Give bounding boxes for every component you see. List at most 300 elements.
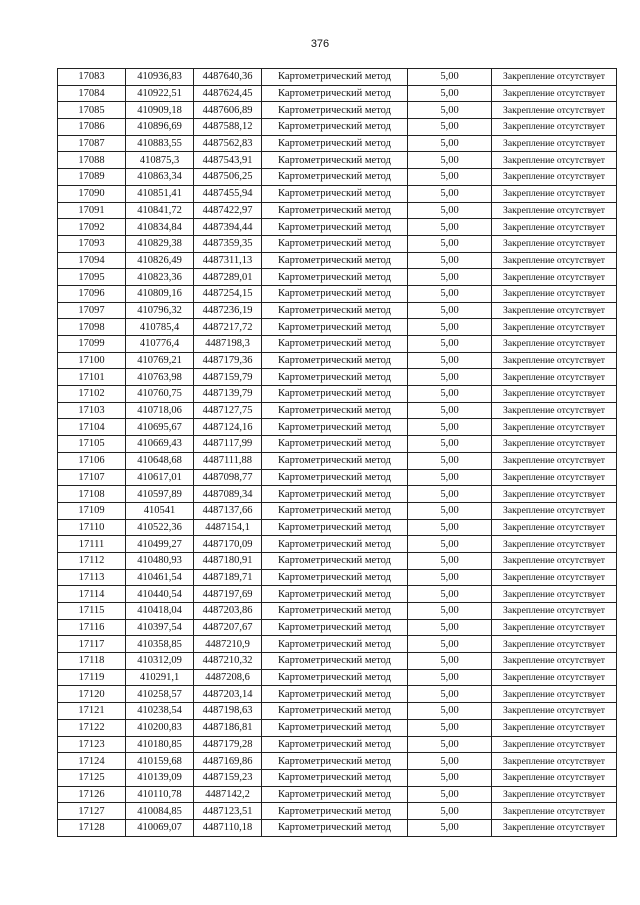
y-coordinate-cell: 4487137,66 — [194, 502, 262, 519]
x-coordinate-cell: 410397,54 — [126, 619, 194, 636]
fixation-status-cell: Закрепление отсутствует — [492, 336, 617, 353]
method-cell: Картометрический метод — [262, 219, 408, 236]
accuracy-cell: 5,00 — [408, 486, 492, 503]
fixation-status-cell: Закрепление отсутствует — [492, 703, 617, 720]
method-cell: Картометрический метод — [262, 302, 408, 319]
point-number-cell: 17100 — [58, 352, 126, 369]
fixation-status-cell: Закрепление отсутствует — [492, 252, 617, 269]
fixation-status-cell: Закрепление отсутствует — [492, 619, 617, 636]
accuracy-cell: 5,00 — [408, 703, 492, 720]
y-coordinate-cell: 4487208,6 — [194, 669, 262, 686]
accuracy-cell: 5,00 — [408, 119, 492, 136]
x-coordinate-cell: 410763,98 — [126, 369, 194, 386]
table-row — [58, 636, 617, 653]
y-coordinate-cell: 4487562,83 — [194, 135, 262, 152]
x-coordinate-cell: 410922,51 — [126, 85, 194, 102]
accuracy-cell: 5,00 — [408, 369, 492, 386]
point-number-cell: 17090 — [58, 185, 126, 202]
table-row — [58, 319, 617, 336]
point-number-cell: 17117 — [58, 636, 126, 653]
table-row — [58, 285, 617, 302]
point-number-cell: 17101 — [58, 369, 126, 386]
x-coordinate-cell: 410159,68 — [126, 753, 194, 770]
accuracy-cell: 5,00 — [408, 402, 492, 419]
table-row — [58, 386, 617, 403]
table-row — [58, 819, 617, 836]
method-cell: Картометрический метод — [262, 252, 408, 269]
x-coordinate-cell: 410139,09 — [126, 769, 194, 786]
point-number-cell: 17110 — [58, 519, 126, 536]
accuracy-cell: 5,00 — [408, 786, 492, 803]
x-coordinate-cell: 410834,84 — [126, 219, 194, 236]
point-number-cell: 17111 — [58, 536, 126, 553]
fixation-status-cell: Закрепление отсутствует — [492, 486, 617, 503]
method-cell: Картометрический метод — [262, 436, 408, 453]
method-cell: Картометрический метод — [262, 235, 408, 252]
y-coordinate-cell: 4487543,91 — [194, 152, 262, 169]
accuracy-cell: 5,00 — [408, 736, 492, 753]
method-cell: Картометрический метод — [262, 769, 408, 786]
point-number-cell: 17120 — [58, 686, 126, 703]
fixation-status-cell: Закрепление отсутствует — [492, 636, 617, 653]
table-row — [58, 102, 617, 119]
point-number-cell: 17096 — [58, 285, 126, 302]
table-row — [58, 736, 617, 753]
accuracy-cell: 5,00 — [408, 603, 492, 620]
x-coordinate-cell: 410695,67 — [126, 419, 194, 436]
y-coordinate-cell: 4487359,35 — [194, 235, 262, 252]
y-coordinate-cell: 4487455,94 — [194, 185, 262, 202]
table-row — [58, 352, 617, 369]
accuracy-cell: 5,00 — [408, 719, 492, 736]
x-coordinate-cell: 410823,36 — [126, 269, 194, 286]
accuracy-cell: 5,00 — [408, 319, 492, 336]
accuracy-cell: 5,00 — [408, 169, 492, 186]
table-row — [58, 769, 617, 786]
point-number-cell: 17125 — [58, 769, 126, 786]
y-coordinate-cell: 4487203,86 — [194, 603, 262, 620]
x-coordinate-cell: 410863,34 — [126, 169, 194, 186]
table-row — [58, 502, 617, 519]
method-cell: Картометрический метод — [262, 619, 408, 636]
table-row — [58, 336, 617, 353]
point-number-cell: 17089 — [58, 169, 126, 186]
fixation-status-cell: Закрепление отсутствует — [492, 169, 617, 186]
point-number-cell: 17108 — [58, 486, 126, 503]
point-number-cell: 17095 — [58, 269, 126, 286]
method-cell: Картометрический метод — [262, 269, 408, 286]
x-coordinate-cell: 410069,07 — [126, 819, 194, 836]
fixation-status-cell: Закрепление отсутствует — [492, 436, 617, 453]
point-number-cell: 17104 — [58, 419, 126, 436]
point-number-cell: 17083 — [58, 69, 126, 86]
point-number-cell: 17127 — [58, 803, 126, 820]
y-coordinate-cell: 4487236,19 — [194, 302, 262, 319]
method-cell: Картометрический метод — [262, 653, 408, 670]
table-row — [58, 552, 617, 569]
accuracy-cell: 5,00 — [408, 336, 492, 353]
fixation-status-cell: Закрепление отсутствует — [492, 419, 617, 436]
y-coordinate-cell: 4487098,77 — [194, 469, 262, 486]
fixation-status-cell: Закрепление отсутствует — [492, 769, 617, 786]
y-coordinate-cell: 4487110,18 — [194, 819, 262, 836]
x-coordinate-cell: 410785,4 — [126, 319, 194, 336]
y-coordinate-cell: 4487289,01 — [194, 269, 262, 286]
accuracy-cell: 5,00 — [408, 819, 492, 836]
point-number-cell: 17109 — [58, 502, 126, 519]
accuracy-cell: 5,00 — [408, 569, 492, 586]
point-number-cell: 17106 — [58, 452, 126, 469]
table-row — [58, 302, 617, 319]
accuracy-cell: 5,00 — [408, 252, 492, 269]
method-cell: Картометрический метод — [262, 519, 408, 536]
table-row — [58, 419, 617, 436]
method-cell: Картометрический метод — [262, 69, 408, 86]
accuracy-cell: 5,00 — [408, 619, 492, 636]
method-cell: Картометрический метод — [262, 202, 408, 219]
method-cell: Картометрический метод — [262, 169, 408, 186]
y-coordinate-cell: 4487159,23 — [194, 769, 262, 786]
y-coordinate-cell: 4487217,72 — [194, 319, 262, 336]
table-row — [58, 519, 617, 536]
accuracy-cell: 5,00 — [408, 636, 492, 653]
x-coordinate-cell: 410796,32 — [126, 302, 194, 319]
fixation-status-cell: Закрепление отсутствует — [492, 285, 617, 302]
y-coordinate-cell: 4487180,91 — [194, 552, 262, 569]
x-coordinate-cell: 410669,43 — [126, 436, 194, 453]
table-row — [58, 536, 617, 553]
method-cell: Картометрический метод — [262, 336, 408, 353]
method-cell: Картометрический метод — [262, 636, 408, 653]
fixation-status-cell: Закрепление отсутствует — [492, 469, 617, 486]
table-row — [58, 252, 617, 269]
point-number-cell: 17105 — [58, 436, 126, 453]
accuracy-cell: 5,00 — [408, 686, 492, 703]
accuracy-cell: 5,00 — [408, 185, 492, 202]
y-coordinate-cell: 4487506,25 — [194, 169, 262, 186]
accuracy-cell: 5,00 — [408, 552, 492, 569]
point-number-cell: 17114 — [58, 586, 126, 603]
fixation-status-cell: Закрепление отсутствует — [492, 569, 617, 586]
point-number-cell: 17097 — [58, 302, 126, 319]
method-cell: Картометрический метод — [262, 786, 408, 803]
x-coordinate-cell: 410084,85 — [126, 803, 194, 820]
y-coordinate-cell: 4487123,51 — [194, 803, 262, 820]
fixation-status-cell: Закрепление отсутствует — [492, 202, 617, 219]
y-coordinate-cell: 4487624,45 — [194, 85, 262, 102]
fixation-status-cell: Закрепление отсутствует — [492, 803, 617, 820]
y-coordinate-cell: 4487207,67 — [194, 619, 262, 636]
fixation-status-cell: Закрепление отсутствует — [492, 152, 617, 169]
x-coordinate-cell: 410200,83 — [126, 719, 194, 736]
page-number: 376 — [310, 38, 330, 50]
method-cell: Картометрический метод — [262, 285, 408, 302]
accuracy-cell: 5,00 — [408, 653, 492, 670]
fixation-status-cell: Закрепление отсутствует — [492, 753, 617, 770]
method-cell: Картометрический метод — [262, 753, 408, 770]
fixation-status-cell: Закрепление отсутствует — [492, 819, 617, 836]
table-row — [58, 369, 617, 386]
point-number-cell: 17122 — [58, 719, 126, 736]
point-number-cell: 17093 — [58, 235, 126, 252]
y-coordinate-cell: 4487139,79 — [194, 386, 262, 403]
accuracy-cell: 5,00 — [408, 386, 492, 403]
point-number-cell: 17098 — [58, 319, 126, 336]
point-number-cell: 17092 — [58, 219, 126, 236]
accuracy-cell: 5,00 — [408, 135, 492, 152]
fixation-status-cell: Закрепление отсутствует — [492, 386, 617, 403]
accuracy-cell: 5,00 — [408, 69, 492, 86]
point-number-cell: 17094 — [58, 252, 126, 269]
method-cell: Картометрический метод — [262, 569, 408, 586]
table-row — [58, 803, 617, 820]
table-row — [58, 135, 617, 152]
table-row — [58, 486, 617, 503]
point-number-cell: 17091 — [58, 202, 126, 219]
accuracy-cell: 5,00 — [408, 202, 492, 219]
method-cell: Картометрический метод — [262, 452, 408, 469]
accuracy-cell: 5,00 — [408, 769, 492, 786]
table-row — [58, 669, 617, 686]
accuracy-cell: 5,00 — [408, 469, 492, 486]
method-cell: Картометрический метод — [262, 719, 408, 736]
table-row — [58, 586, 617, 603]
accuracy-cell: 5,00 — [408, 102, 492, 119]
accuracy-cell: 5,00 — [408, 219, 492, 236]
fixation-status-cell: Закрепление отсутствует — [492, 452, 617, 469]
method-cell: Картометрический метод — [262, 135, 408, 152]
table-row — [58, 569, 617, 586]
point-number-cell: 17115 — [58, 603, 126, 620]
x-coordinate-cell: 410718,06 — [126, 402, 194, 419]
x-coordinate-cell: 410896,69 — [126, 119, 194, 136]
y-coordinate-cell: 4487203,14 — [194, 686, 262, 703]
table-row — [58, 185, 617, 202]
y-coordinate-cell: 4487254,15 — [194, 285, 262, 302]
fixation-status-cell: Закрепление отсутствует — [492, 319, 617, 336]
fixation-status-cell: Закрепление отсутствует — [492, 653, 617, 670]
table-row — [58, 686, 617, 703]
y-coordinate-cell: 4487142,2 — [194, 786, 262, 803]
method-cell: Картометрический метод — [262, 536, 408, 553]
fixation-status-cell: Закрепление отсутствует — [492, 352, 617, 369]
table-row — [58, 402, 617, 419]
point-number-cell: 17103 — [58, 402, 126, 419]
method-cell: Картометрический метод — [262, 603, 408, 620]
x-coordinate-cell: 410440,54 — [126, 586, 194, 603]
fixation-status-cell: Закрепление отсутствует — [492, 552, 617, 569]
method-cell: Картометрический метод — [262, 119, 408, 136]
fixation-status-cell: Закрепление отсутствует — [492, 603, 617, 620]
point-number-cell: 17124 — [58, 753, 126, 770]
table-row — [58, 452, 617, 469]
x-coordinate-cell: 410909,18 — [126, 102, 194, 119]
fixation-status-cell: Закрепление отсутствует — [492, 85, 617, 102]
method-cell: Картометрический метод — [262, 85, 408, 102]
fixation-status-cell: Закрепление отсутствует — [492, 586, 617, 603]
fixation-status-cell: Закрепление отсутствует — [492, 69, 617, 86]
y-coordinate-cell: 4487198,63 — [194, 703, 262, 720]
y-coordinate-cell: 4487117,99 — [194, 436, 262, 453]
table-row — [58, 619, 617, 636]
x-coordinate-cell: 410238,54 — [126, 703, 194, 720]
x-coordinate-cell: 410851,41 — [126, 185, 194, 202]
x-coordinate-cell: 410110,78 — [126, 786, 194, 803]
table-row — [58, 719, 617, 736]
coordinates-table-body — [58, 69, 617, 837]
x-coordinate-cell: 410418,04 — [126, 603, 194, 620]
x-coordinate-cell: 410597,89 — [126, 486, 194, 503]
point-number-cell: 17087 — [58, 135, 126, 152]
fixation-status-cell: Закрепление отсутствует — [492, 235, 617, 252]
point-number-cell: 17107 — [58, 469, 126, 486]
x-coordinate-cell: 410809,16 — [126, 285, 194, 302]
method-cell: Картометрический метод — [262, 369, 408, 386]
method-cell: Картометрический метод — [262, 419, 408, 436]
x-coordinate-cell: 410480,93 — [126, 552, 194, 569]
method-cell: Картометрический метод — [262, 502, 408, 519]
method-cell: Картометрический метод — [262, 703, 408, 720]
method-cell: Картометрический метод — [262, 819, 408, 836]
point-number-cell: 17118 — [58, 653, 126, 670]
table-row — [58, 169, 617, 186]
y-coordinate-cell: 4487588,12 — [194, 119, 262, 136]
table-row — [58, 219, 617, 236]
accuracy-cell: 5,00 — [408, 803, 492, 820]
y-coordinate-cell: 4487159,79 — [194, 369, 262, 386]
y-coordinate-cell: 4487154,1 — [194, 519, 262, 536]
accuracy-cell: 5,00 — [408, 536, 492, 553]
y-coordinate-cell: 4487606,89 — [194, 102, 262, 119]
method-cell: Картометрический метод — [262, 352, 408, 369]
table-row — [58, 703, 617, 720]
y-coordinate-cell: 4487210,9 — [194, 636, 262, 653]
accuracy-cell: 5,00 — [408, 235, 492, 252]
fixation-status-cell: Закрепление отсутствует — [492, 736, 617, 753]
point-number-cell: 17113 — [58, 569, 126, 586]
y-coordinate-cell: 4487179,28 — [194, 736, 262, 753]
y-coordinate-cell: 4487124,16 — [194, 419, 262, 436]
fixation-status-cell: Закрепление отсутствует — [492, 269, 617, 286]
accuracy-cell: 5,00 — [408, 452, 492, 469]
fixation-status-cell: Закрепление отсутствует — [492, 402, 617, 419]
x-coordinate-cell: 410829,38 — [126, 235, 194, 252]
table-row — [58, 603, 617, 620]
table-row — [58, 469, 617, 486]
fixation-status-cell: Закрепление отсутствует — [492, 502, 617, 519]
method-cell: Картометрический метод — [262, 486, 408, 503]
y-coordinate-cell: 4487170,09 — [194, 536, 262, 553]
y-coordinate-cell: 4487089,34 — [194, 486, 262, 503]
method-cell: Картометрический метод — [262, 402, 408, 419]
point-number-cell: 17102 — [58, 386, 126, 403]
y-coordinate-cell: 4487197,69 — [194, 586, 262, 603]
x-coordinate-cell: 410522,36 — [126, 519, 194, 536]
fixation-status-cell: Закрепление отсутствует — [492, 369, 617, 386]
method-cell: Картометрический метод — [262, 185, 408, 202]
method-cell: Картометрический метод — [262, 669, 408, 686]
accuracy-cell: 5,00 — [408, 753, 492, 770]
accuracy-cell: 5,00 — [408, 669, 492, 686]
table-row — [58, 69, 617, 86]
point-number-cell: 17123 — [58, 736, 126, 753]
x-coordinate-cell: 410760,75 — [126, 386, 194, 403]
accuracy-cell: 5,00 — [408, 502, 492, 519]
method-cell: Картометрический метод — [262, 552, 408, 569]
table-row — [58, 653, 617, 670]
x-coordinate-cell: 410841,72 — [126, 202, 194, 219]
fixation-status-cell: Закрепление отсутствует — [492, 302, 617, 319]
point-number-cell: 17085 — [58, 102, 126, 119]
x-coordinate-cell: 410776,4 — [126, 336, 194, 353]
fixation-status-cell: Закрепление отсутствует — [492, 219, 617, 236]
method-cell: Картометрический метод — [262, 386, 408, 403]
fixation-status-cell: Закрепление отсутствует — [492, 786, 617, 803]
accuracy-cell: 5,00 — [408, 152, 492, 169]
method-cell: Картометрический метод — [262, 803, 408, 820]
table-row — [58, 152, 617, 169]
table-row — [58, 235, 617, 252]
y-coordinate-cell: 4487198,3 — [194, 336, 262, 353]
accuracy-cell: 5,00 — [408, 419, 492, 436]
x-coordinate-cell: 410312,09 — [126, 653, 194, 670]
table-row — [58, 202, 617, 219]
method-cell: Картометрический метод — [262, 319, 408, 336]
fixation-status-cell: Закрепление отсутствует — [492, 669, 617, 686]
y-coordinate-cell: 4487394,44 — [194, 219, 262, 236]
method-cell: Картометрический метод — [262, 469, 408, 486]
y-coordinate-cell: 4487127,75 — [194, 402, 262, 419]
x-coordinate-cell: 410258,57 — [126, 686, 194, 703]
x-coordinate-cell: 410499,27 — [126, 536, 194, 553]
table-row — [58, 753, 617, 770]
point-number-cell: 17126 — [58, 786, 126, 803]
y-coordinate-cell: 4487422,97 — [194, 202, 262, 219]
y-coordinate-cell: 4487210,32 — [194, 653, 262, 670]
accuracy-cell: 5,00 — [408, 269, 492, 286]
point-number-cell: 17121 — [58, 703, 126, 720]
method-cell: Картометрический метод — [262, 736, 408, 753]
method-cell: Картометрический метод — [262, 102, 408, 119]
accuracy-cell: 5,00 — [408, 436, 492, 453]
x-coordinate-cell: 410541 — [126, 502, 194, 519]
point-number-cell: 17128 — [58, 819, 126, 836]
accuracy-cell: 5,00 — [408, 285, 492, 302]
x-coordinate-cell: 410883,55 — [126, 135, 194, 152]
x-coordinate-cell: 410826,49 — [126, 252, 194, 269]
table-row — [58, 119, 617, 136]
fixation-status-cell: Закрепление отсутствует — [492, 719, 617, 736]
fixation-status-cell: Закрепление отсутствует — [492, 519, 617, 536]
accuracy-cell: 5,00 — [408, 85, 492, 102]
x-coordinate-cell: 410461,54 — [126, 569, 194, 586]
accuracy-cell: 5,00 — [408, 586, 492, 603]
fixation-status-cell: Закрепление отсутствует — [492, 119, 617, 136]
y-coordinate-cell: 4487640,36 — [194, 69, 262, 86]
x-coordinate-cell: 410617,01 — [126, 469, 194, 486]
accuracy-cell: 5,00 — [408, 519, 492, 536]
point-number-cell: 17099 — [58, 336, 126, 353]
method-cell: Картометрический метод — [262, 586, 408, 603]
y-coordinate-cell: 4487186,81 — [194, 719, 262, 736]
accuracy-cell: 5,00 — [408, 302, 492, 319]
y-coordinate-cell: 4487189,71 — [194, 569, 262, 586]
accuracy-cell: 5,00 — [408, 352, 492, 369]
y-coordinate-cell: 4487111,88 — [194, 452, 262, 469]
table-row — [58, 269, 617, 286]
point-number-cell: 17088 — [58, 152, 126, 169]
fixation-status-cell: Закрепление отсутствует — [492, 536, 617, 553]
